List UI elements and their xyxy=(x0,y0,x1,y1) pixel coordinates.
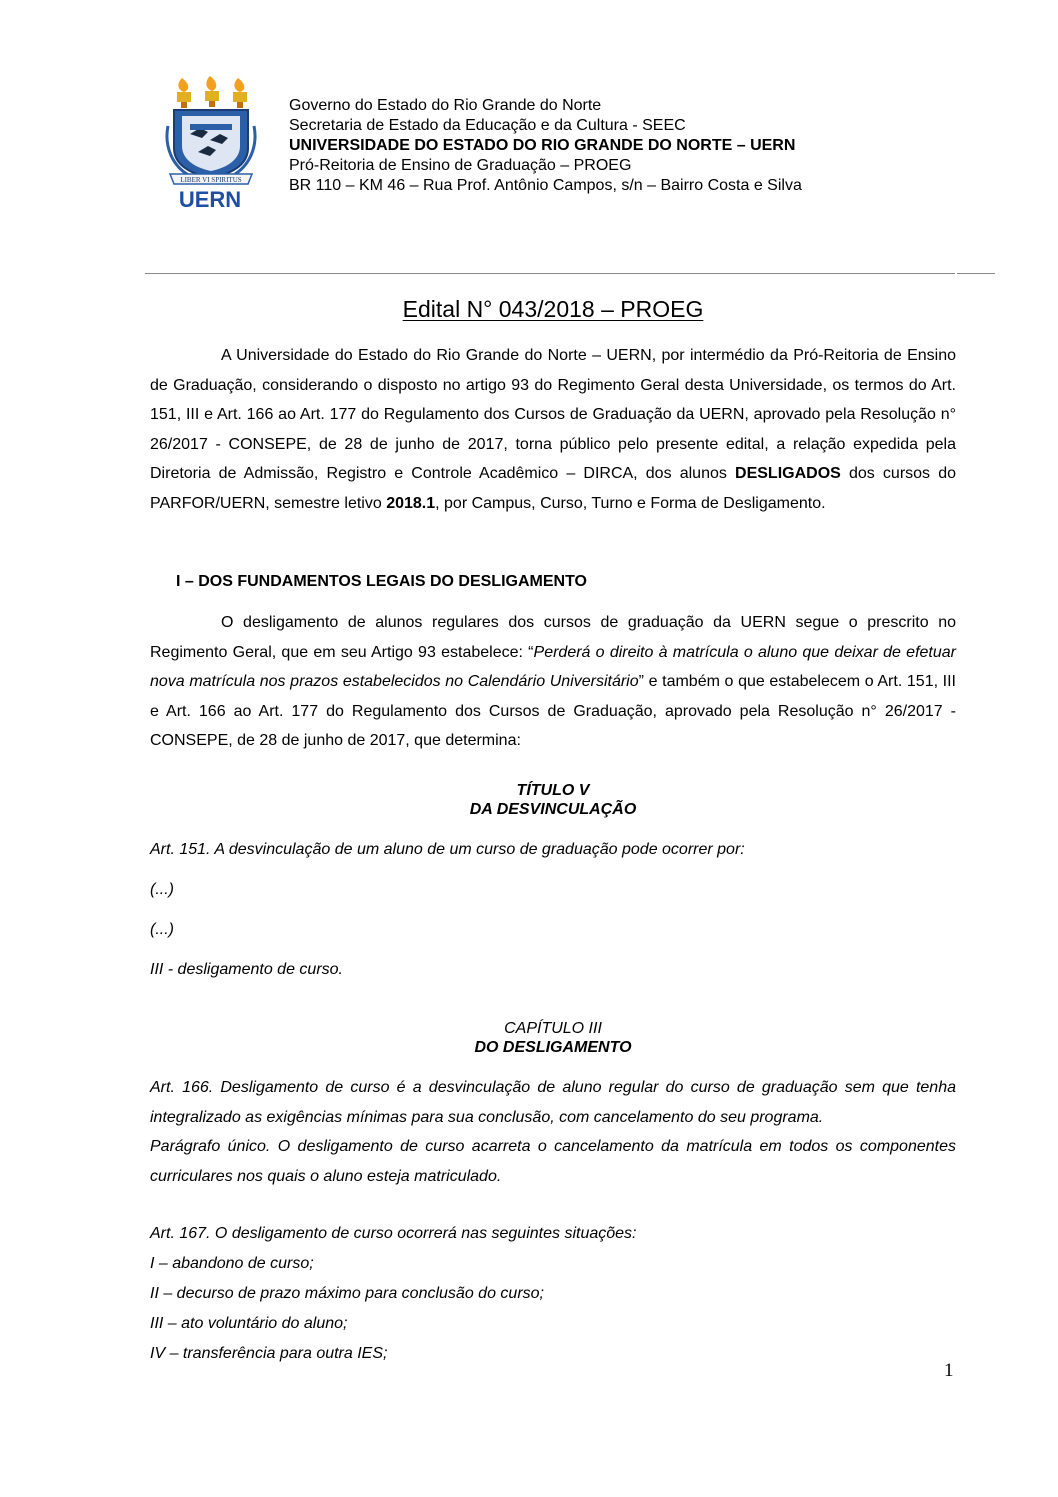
art167-text: Art. 167. O desligamento de curso ocorrerá nas seguintes situações: xyxy=(150,1225,637,1242)
titulo-number: TÍTULO V xyxy=(516,782,590,799)
header-line-university: UNIVERSIDADE DO ESTADO DO RIO GRANDE DO NORTE – UERN xyxy=(289,137,796,154)
capitulo-name: DO DESLIGAMENTO xyxy=(474,1039,632,1056)
institution-header xyxy=(289,96,802,196)
art151-text: Art. 151. A desvinculação de um aluno de um curso de graduação pode ocorrer por: xyxy=(150,841,745,858)
torch-icon xyxy=(177,76,247,108)
art166-text: Art. 166. Desligamento de curso é a desvinculação de aluno regular do curso de graduação sem que tenha integralizado as exigências mínimas para sua conclusão, com cancelamento do seu programa. xyxy=(150,1079,956,1126)
intro-paragraph: A Universidade do Estado do Rio Grande do Norte – UERN, por intermédio da Pró-Reitoria de Ensino de Graduação, considerando o disposto no artigo 93 do Regimento Geral desta Universidade, os termos do Art. 151, III e Art. 166 ao Art. 177 do Regulamento dos Cursos de Graduação da UERN, aprovado pela Resolução n° 26/2017 - CONSEPE, de 28 de junho de 2017, torna público pelo presente edital, a relação expedida pela Diretoria de Admissão, Registro e Controle Acadêmico – DIRCA, dos alunos DESLIGADOS dos cursos do PARFOR/UERN, semestre letivo 2018.1, por Campus, Curso, Turno e Forma de Desligamento. xyxy=(150,347,956,512)
art151-item-iii: III - desligamento de curso. xyxy=(150,961,343,978)
header-line-address: BR 110 – KM 46 – Rua Prof. Antônio Campos, s/n – Bairro Costa e Silva xyxy=(289,177,802,194)
header-divider xyxy=(145,273,955,274)
capitulo-number: CAPÍTULO III xyxy=(504,1020,602,1037)
art167-item: II – decurso de prazo máximo para conclusão do curso; xyxy=(150,1285,544,1302)
ellipsis-line: (...) xyxy=(150,881,174,898)
titulo-name: DA DESVINCULAÇÃO xyxy=(469,801,637,818)
header-line-proreitoria: Pró-Reitoria de Ensino de Graduação – PROEG xyxy=(289,157,632,174)
art167-item: IV – transferência para outra IES; xyxy=(150,1345,388,1362)
header-divider-right xyxy=(957,273,995,274)
logo-motto: LIBER VI SPIRITUS xyxy=(180,176,242,184)
art166-block xyxy=(150,1073,956,1191)
art166-paragraph-unico: Parágrafo único. O desligamento de curso acarreta o cancelamento da matrícula em todos os componentes curriculares nos quais o aluno esteja matriculado. xyxy=(150,1138,956,1185)
section-heading: I – DOS FUNDAMENTOS LEGAIS DO DESLIGAMENTO xyxy=(176,573,587,590)
capitulo-block xyxy=(150,1019,956,1057)
desligados-emphasis: DESLIGADOS xyxy=(735,465,841,483)
ellipsis-line: (...) xyxy=(150,921,174,938)
logo-uern-text: UERN xyxy=(178,187,242,210)
header-line-government: Governo do Estado do Rio Grande do Norte xyxy=(289,97,602,114)
semester-emphasis: 2018.1 xyxy=(386,494,436,512)
art167-item: I – abandono de curso; xyxy=(150,1255,314,1272)
titulo-block xyxy=(150,781,956,819)
regimento-quote: Perderá o direito à matrícula o aluno que deixar de efetuar nova matrícula nos prazos estabelecidos no Calendário Universitário xyxy=(150,643,956,691)
section1-paragraph: O desligamento de alunos regulares dos cursos de graduação da UERN segue o prescrito no Regimento Geral, que em seu Artigo 93 estabelece: “Perderá o direito à matrícula o aluno que deixar de efetuar nova matrícula nos prazos estabelecidos no Calendário Universitário” e também o que estabelecem o Art. 151, III e Art. 166 ao Art. 177 do Regulamento dos Cursos de Graduação, aprovado pela Resolução n° 26/2017 - CONSEPE, de 28 de junho de 2017, que determina: xyxy=(150,614,956,750)
art167-item: III – ato voluntário do aluno; xyxy=(150,1315,348,1332)
page-number: 1 xyxy=(944,1360,954,1381)
header-line-secretariat: Secretaria de Estado da Educação e da Cultura - SEEC xyxy=(289,117,686,134)
document-title: Edital N° 043/2018 – PROEG xyxy=(402,296,704,322)
uern-logo xyxy=(160,76,260,210)
